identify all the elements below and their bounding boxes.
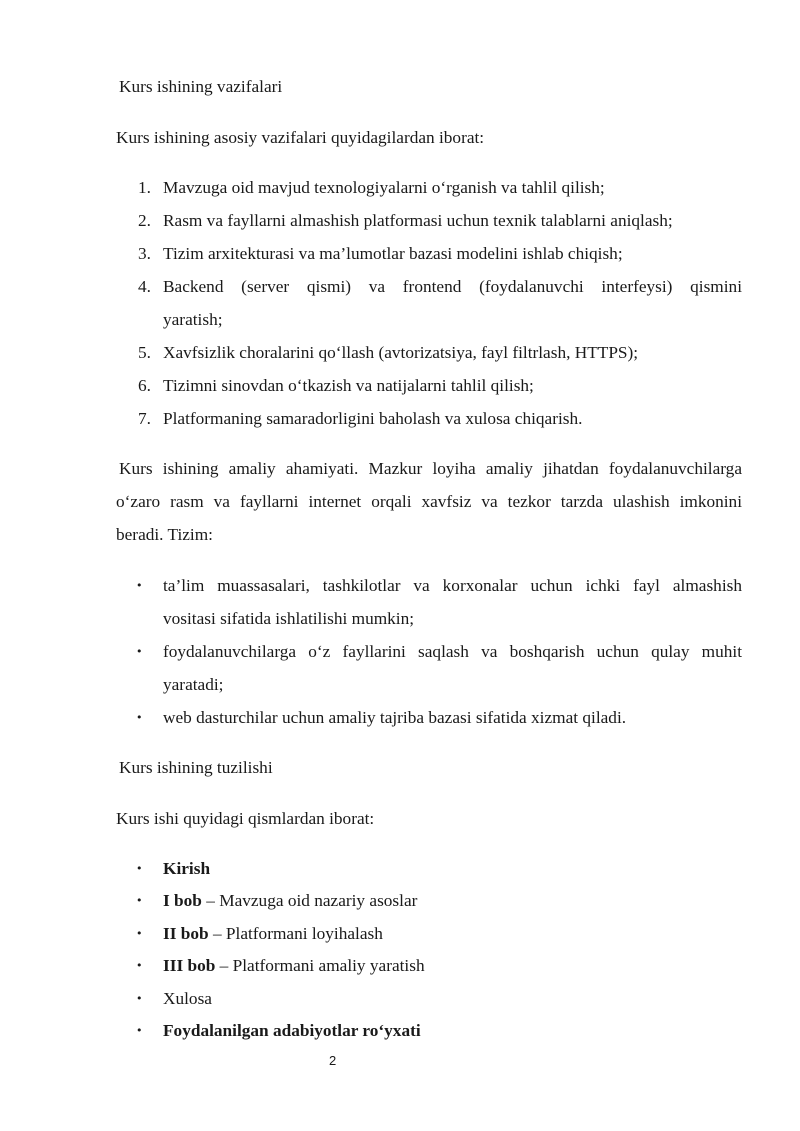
list-text: Tizimni sinovdan o‘tkazish va natijalarni tahlil qilish; [163, 376, 534, 395]
list-text: ta’lim muassasalari, tashkilotlar va korxonalar uchun ichki fayl almashish [163, 576, 742, 595]
list-text-bold: Foydalanilgan adabiyotlar ro‘yxati [163, 1021, 421, 1040]
list-number: 4. [138, 277, 151, 296]
bullet-icon: • [136, 894, 143, 907]
list-item [163, 890, 417, 912]
bullet-icon: • [136, 927, 143, 940]
bullet-icon: • [136, 959, 143, 972]
list-number: 2. [138, 211, 151, 230]
paragraph-line: o‘zaro rasm va fayllarni internet orqali xavfsiz va tezkor tarzda ulashish imkonini [116, 492, 742, 511]
bullet-icon: • [136, 862, 143, 875]
list-text: – Platformani loyihalash [208, 924, 383, 943]
list-text: – Mavzuga oid nazariy asoslar [201, 891, 418, 910]
bullet-icon: • [136, 1024, 143, 1037]
paragraph-line: Kurs ishining amaliy ahamiyati. Mazkur loyiha amaliy jihatdan foydalanuvchilarga [119, 459, 742, 478]
list-text-bold: Kirish [163, 859, 211, 878]
section-heading-structure: Kurs ishining tuzilishi [119, 758, 273, 777]
list-text: foydalanuvchilarga o‘z fayllarini saqlash va boshqarish uchun qulay muhit [163, 642, 742, 661]
bullet-icon: • [136, 992, 143, 1005]
list-text: Platformaning samaradorligini baholash va xulosa chiqarish. [163, 409, 583, 428]
bullet-icon: • [136, 579, 143, 592]
section-heading-tasks: Kurs ishining vazifalari [119, 77, 283, 96]
structure-intro: Kurs ishi quyidagi qismlardan iborat: [116, 809, 375, 828]
list-text-continued: yaratadi; [163, 675, 224, 694]
list-text-continued: vositasi sifatida ishlatilishi mumkin; [163, 609, 415, 628]
list-number: 3. [138, 244, 151, 263]
page-number: 2 [329, 1053, 337, 1068]
bullet-icon: • [136, 645, 143, 658]
list-text: Backend (server qismi) va frontend (foydalanuvchi interfeysi) qismini [163, 277, 742, 296]
list-item [163, 858, 210, 880]
list-number: 6. [138, 376, 151, 395]
tasks-intro: Kurs ishining asosiy vazifalari quyidagilardan iborat: [116, 128, 485, 147]
list-text-continued: yaratish; [163, 310, 223, 329]
list-text: web dasturchilar uchun amaliy tajriba bazasi sifatida xizmat qiladi. [163, 708, 627, 727]
list-number: 7. [138, 409, 151, 428]
list-item [163, 955, 425, 977]
list-text-bold: II bob [163, 924, 209, 943]
bullet-icon: • [136, 711, 143, 724]
list-number: 5. [138, 343, 151, 362]
list-text-bold: I bob [163, 891, 202, 910]
list-item [163, 988, 212, 1010]
paragraph-line: beradi. Tizim: [116, 525, 213, 544]
list-text-bold: III bob [163, 956, 216, 975]
list-text: – Platformani amaliy yaratish [215, 956, 425, 975]
list-text: Tizim arxitekturasi va ma’lumotlar bazasi modelini ishlab chiqish; [163, 244, 623, 263]
list-item [163, 923, 383, 945]
list-number: 1. [138, 178, 151, 197]
list-item [163, 1020, 421, 1042]
list-text: Xavfsizlik choralarini qo‘llash (avtorizatsiya, fayl filtrlash, HTTPS); [163, 343, 639, 362]
list-text: Rasm va fayllarni almashish platformasi uchun texnik talablarni aniqlash; [163, 211, 673, 230]
list-text: Xulosa [163, 989, 212, 1008]
list-text: Mavzuga oid mavjud texnologiyalarni o‘rganish va tahlil qilish; [163, 178, 605, 197]
